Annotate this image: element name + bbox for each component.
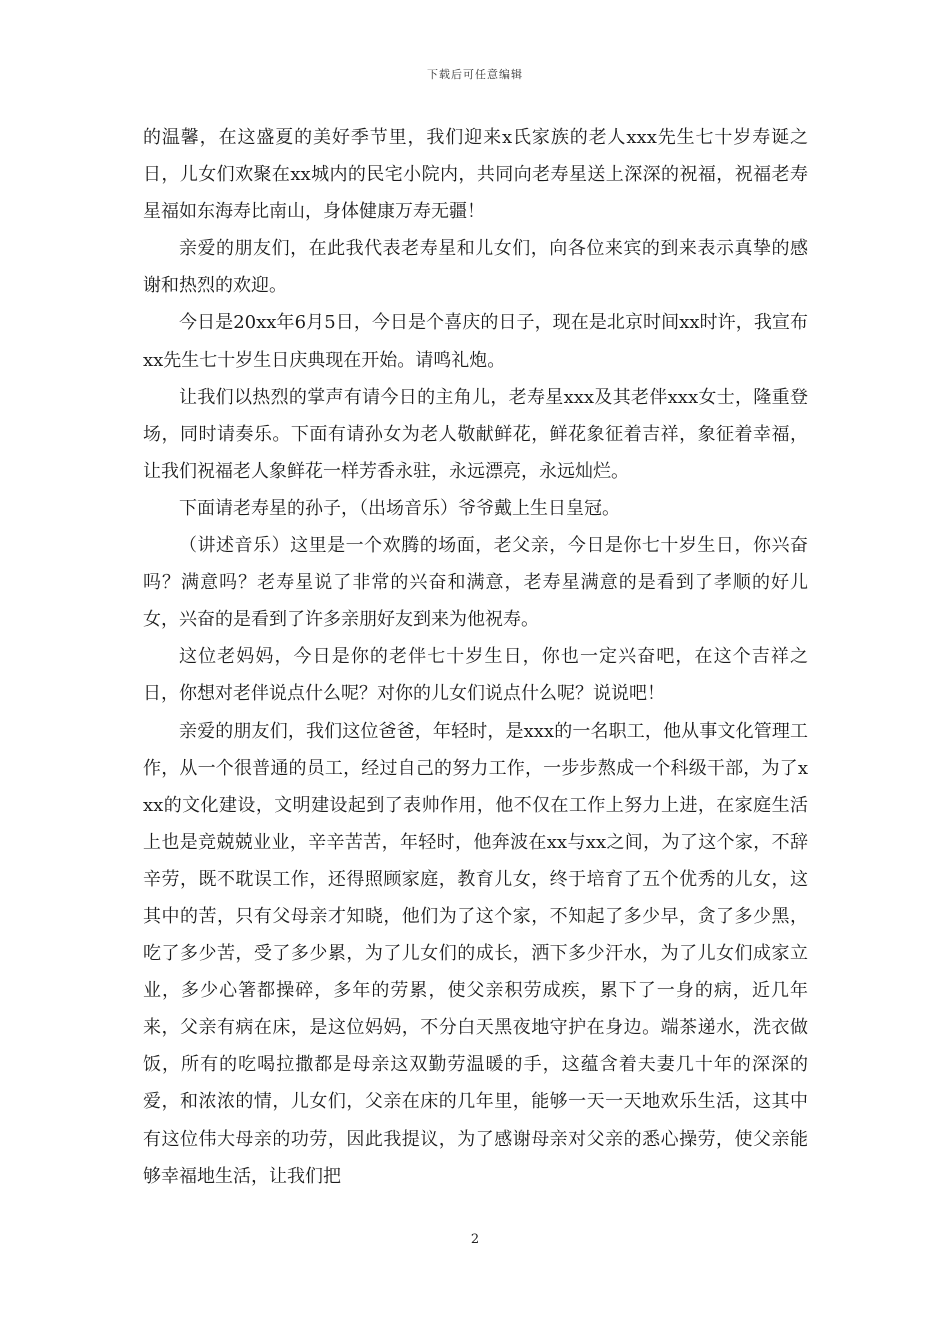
paragraph-4: 让我们以热烈的掌声有请今日的主角儿，老寿星xxx及其老伴xxx女士，隆重登场，同时请奏乐。下面有请孙女为老人敬献鲜花，鲜花象征着吉祥，象征着幸福，让我们祝福老人象鲜花一样芳香永驻，永远漂亮，永远灿烂。 xyxy=(143,386,808,482)
paragraph-1: 的温馨，在这盛夏的美好季节里，我们迎来x氏家族的老人xxx先生七十岁寿诞之日，儿女们欢聚在xx城内的民宅小院内，共同向老寿星送上深深的祝福，祝福老寿星福如东海寿比南山，身体健康万寿无疆！ xyxy=(143,127,808,223)
document-body xyxy=(143,119,808,1195)
paragraph-2: 亲爱的朋友们，在此我代表老寿星和儿女们，向各位来宾的到来表示真挚的感谢和热烈的欢迎。 xyxy=(143,238,808,297)
paragraph-6: （讲述音乐）这里是一个欢腾的场面，老父亲，今日是你七十岁生日，你兴奋吗？满意吗？老寿星说了非常的兴奋和满意，老寿星满意的是看到了孝顺的好儿女，兴奋的是看到了许多亲朋好友到来为他祝寿。 xyxy=(143,535,808,631)
page-number: 2 xyxy=(470,1232,480,1247)
paragraph-8: 亲爱的朋友们，我们这位爸爸，年轻时，是xxx的一名职工，他从事文化管理工作，从一个很普通的员工，经过自己的努力工作，一步步熬成一个科级干部，为了xxx的文化建设，文明建设起到了表帅作用，他不仅在工作上努力上进，在家庭生活上也是竞兢兢业业，辛辛苦苦，年轻时，他奔波在xx与xx之间，为了这个家，不辞辛劳，既不耽误工作，还得照顾家庭，教育儿女，终于培育了五个优秀的儿女，这其中的苦，只有父母亲才知晓，他们为了这个家，不知起了多少早，贪了多少黑，吃了多少苦，受了多少累，为了儿女们的成长，洒下多少汗水，为了儿女们成家立业，多少心箸都操碎，多年的劳累，使父亲积劳成疾，累下了一身的病，近几年来，父亲有病在床，是这位妈妈，不分白天黑夜地守护在身边。端茶递水，洗衣做饭，所有的吃喝拉撒都是母亲这双勤劳温暖的手，这蕴含着夫妻几十年的深深的爱，和浓浓的情，儿女们，父亲在床的几年里，能够一天一天地欢乐生活，这其中有这位伟大母亲的功劳，因此我提议，为了感谢母亲对父亲的悉心操劳，使父亲能够幸福地生活，让我们把 xyxy=(143,720,808,1187)
paragraph-5: 下面请老寿星的孙子，（出场音乐）爷爷戴上生日皇冠。 xyxy=(179,497,620,519)
page-header: 下载后可任意编辑 xyxy=(427,68,523,81)
paragraph-7: 这位老妈妈，今日是你的老伴七十岁生日，你也一定兴奋吧，在这个吉祥之日，你想对老伴说点什么呢？对你的儿女们说点什么呢？说说吧！ xyxy=(143,646,808,705)
paragraph-3: 今日是20xx年6月5日，今日是个喜庆的日子，现在是北京时间xx时许，我宣布xx先生七十岁生日庆典现在开始。请鸣礼炮。 xyxy=(143,312,808,371)
